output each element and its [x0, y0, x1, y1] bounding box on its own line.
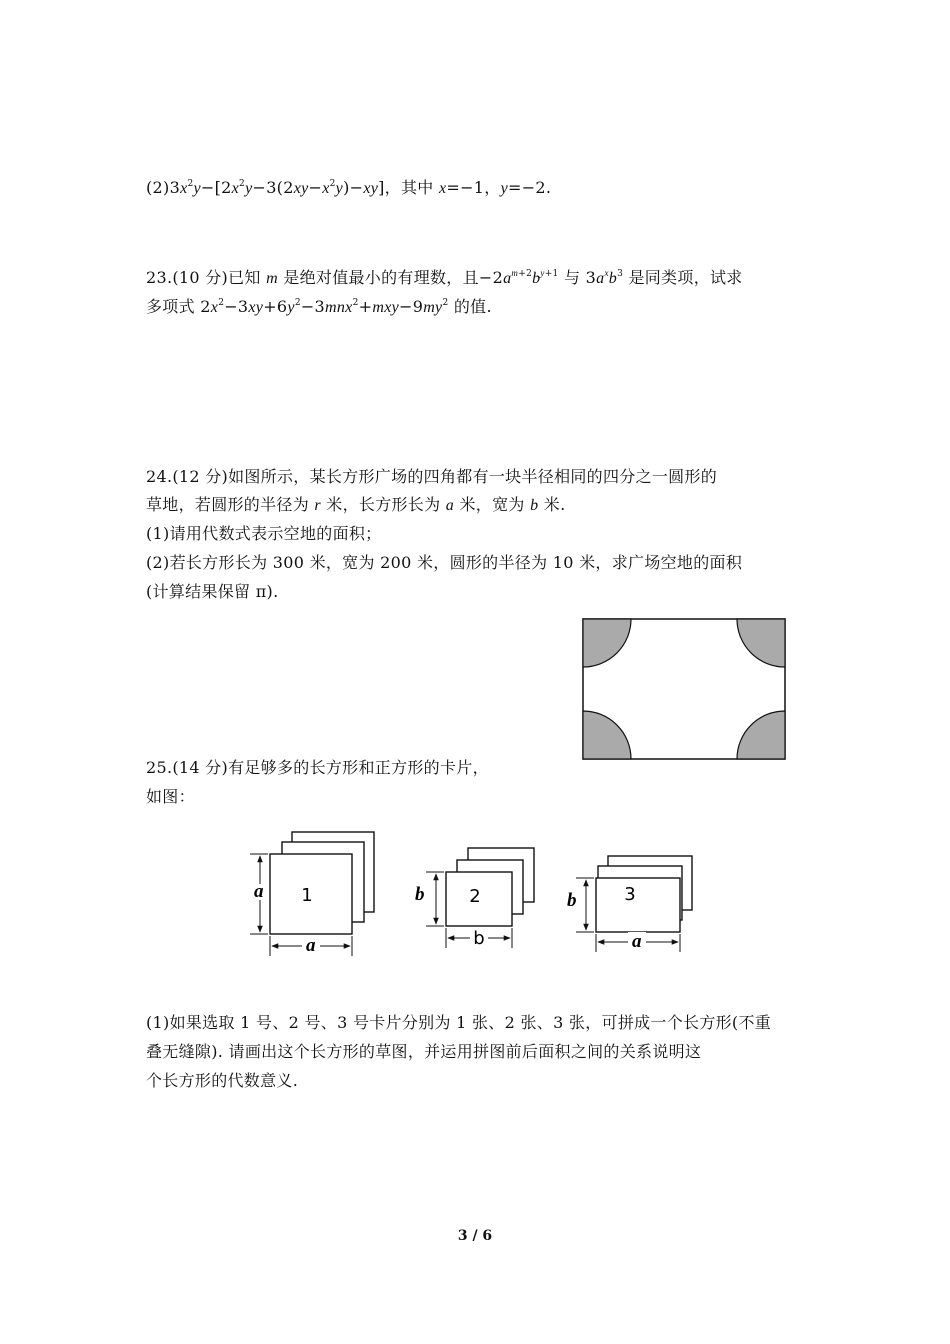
q23-line1: 23.(10 分)已知 m 是绝对值最小的有理数，且$-2a^{m+2}b^{y+1}$ 与 $3a^xb^3$ 是同类项，试求 [146, 268, 743, 287]
card-1-height-label: a [254, 881, 264, 902]
card-1-width-label: a [306, 935, 316, 956]
q24-line2: 草地，若圆形的半径为 r 米，长方形长为 a 米，宽为 b 米. [146, 495, 566, 514]
square-plaza-figure [580, 616, 788, 762]
q25-line1: 25.(14 分)有足够多的长方形和正方形的卡片， [146, 758, 489, 777]
q24-sub2-line2: (计算结果保留 π). [146, 582, 279, 601]
q25-sub1-line1: (1)如果选取 1 号、2 号、3 号卡片分别为 1 张、2 张、3 张，可拼成一个长方形(不重 [146, 1013, 772, 1032]
q24-line1: 24.(12 分)如图所示，某长方形广场的四角都有一块半径相同的四分之一圆形的 [146, 467, 718, 486]
card-2 [413, 848, 534, 949]
q24-sub2-line1: (2)若长方形长为 300 米，宽为 200 米，圆形的半径为 10 米，求广场空地的面积 [146, 553, 743, 572]
q23-line2: 多项式 $2x^2-3xy+6y^2-3mnx^2+mxy-9my^2$ 的值. [146, 297, 492, 316]
q25-line2: 如图： [146, 787, 195, 806]
q22-part2 [146, 176, 551, 201]
page-number: 3 / 6 [457, 1228, 493, 1244]
card-1-number: 1 [301, 885, 313, 906]
q24-sub1: (1)请用代数式表示空地的面积； [146, 524, 382, 543]
card-3-number: 3 [624, 884, 636, 905]
q25-sub1-line3: 个长方形的代数意义. [146, 1071, 299, 1090]
card-3-height-label: b [567, 890, 577, 911]
q22-part2-prefix: (2) [146, 178, 170, 197]
card-3-width-label: a [632, 931, 642, 952]
q22-part2-expression: $3x^2y-[2x^2y-3(2xy-x^2y)-xy]$，其中 x=−1，y=−2. [169, 178, 552, 197]
card-2-height-label: b [415, 884, 425, 905]
card-2-width-label: b [473, 928, 485, 949]
card-2-number: 2 [469, 886, 481, 907]
cards-figure [240, 826, 700, 962]
q25-sub1-line2: 叠无缝隙). 请画出这个长方形的草图，并运用拼图前后面积之间的关系说明这 [146, 1042, 702, 1061]
card-3 [564, 856, 692, 952]
card-1 [250, 832, 374, 956]
